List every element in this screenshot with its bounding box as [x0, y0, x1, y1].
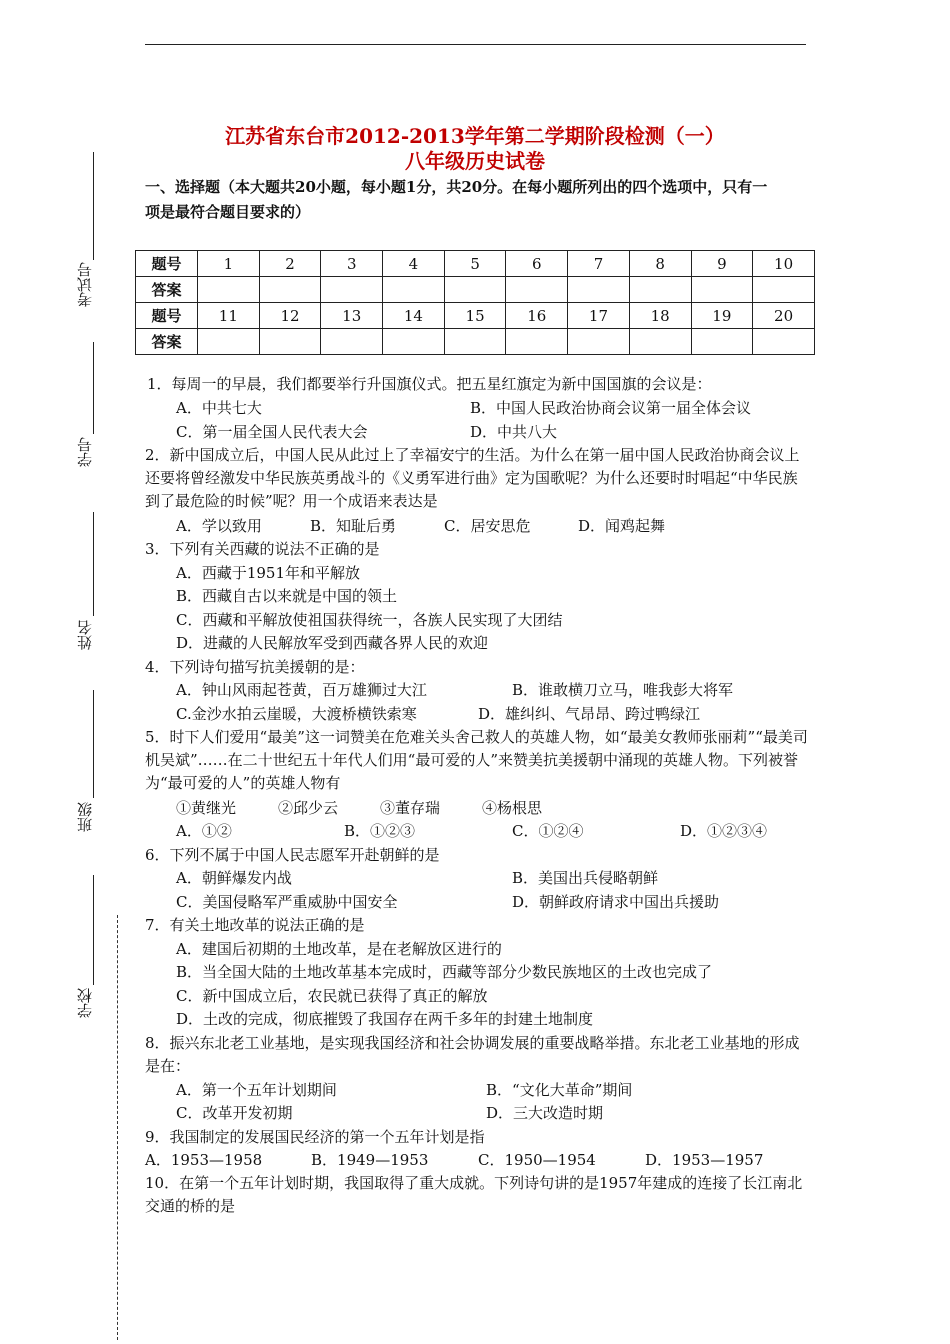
- question-7-option-a[interactable]: A．建国后初期的土地改革，是在老解放区进行的: [176, 940, 502, 958]
- table-cell-number: 14: [383, 303, 445, 329]
- answer-cell[interactable]: [506, 329, 568, 355]
- table-cell-number: 15: [444, 303, 506, 329]
- question-3-stem: 3．下列有关西藏的说法不正确的是: [145, 540, 380, 558]
- question-5-option-b[interactable]: B．①②③: [344, 822, 416, 840]
- question-6-option-c[interactable]: C．美国侵略军严重威胁中国安全: [176, 893, 398, 911]
- answer-cell[interactable]: [568, 277, 630, 303]
- question-10-stem: 10．在第一个五年计划时期，我国取得了重大成就。下列诗句讲的是1957年建成的连接了长江南北交通的桥的是: [145, 1174, 803, 1215]
- section-heading: [145, 175, 810, 225]
- sidebar-exam-no-line: [93, 152, 94, 260]
- table-cell-number: 8: [629, 251, 691, 277]
- question-3-option-b[interactable]: B．西藏自古以来就是中国的领土: [176, 587, 398, 605]
- answer-cell[interactable]: [506, 277, 568, 303]
- question-7-option-c[interactable]: C．新中国成立后，农民就已获得了真正的解放: [176, 987, 488, 1005]
- question-4-option-a[interactable]: A．钟山风雨起苍黄，百万雄狮过大江: [176, 681, 427, 699]
- question-5-option-c[interactable]: C．①②④: [512, 822, 584, 840]
- answer-cell[interactable]: [198, 329, 260, 355]
- section-heading-line2: 项是最符合题目要求的）: [145, 203, 311, 221]
- question-4-stem: 4．下列诗句描写抗美援朝的是：: [145, 658, 365, 676]
- question-6-option-a[interactable]: A．朝鲜爆发内战: [176, 869, 292, 887]
- question-2-stem: 2．新中国成立后，中国人民从此过上了幸福安宁的生活。为什么在第一届中国人民政治协商会议上还要将曾经激发中华民族英勇战斗的《义勇军进行曲》定为国歌呢？为什么还要时时唱起“中华民族到了最危险的时候”呢？用一个成语来表达是: [145, 446, 800, 510]
- sidebar-exam-no-label: 考试号: [76, 262, 94, 307]
- question-8-option-c[interactable]: C．改革开发初期: [176, 1104, 293, 1122]
- table-label-answer: 答案: [136, 329, 198, 355]
- table-cell-number: 7: [568, 251, 630, 277]
- answer-cell[interactable]: [383, 277, 445, 303]
- question-8-option-b[interactable]: B．“文化大革命”期间: [486, 1081, 633, 1099]
- table-cell-number: 11: [198, 303, 260, 329]
- answer-cell[interactable]: [259, 329, 321, 355]
- answer-cell[interactable]: [629, 277, 691, 303]
- table-label-answer: 答案: [136, 277, 198, 303]
- question-1-option-c[interactable]: C．第一届全国人民代表大会: [176, 423, 368, 441]
- answer-cell[interactable]: [691, 277, 753, 303]
- question-2-option-b[interactable]: B．知耻后勇: [310, 517, 397, 535]
- table-cell-number: 5: [444, 251, 506, 277]
- table-cell-number: 10: [753, 251, 815, 277]
- question-9-option-b[interactable]: B．1949—1953: [311, 1151, 429, 1169]
- answer-cell[interactable]: [753, 277, 815, 303]
- sidebar-school-label: 学校: [76, 988, 94, 1018]
- question-1-option-b[interactable]: B．中国人民政治协商会议第一届全体会议: [470, 399, 752, 417]
- answer-cell[interactable]: [321, 329, 383, 355]
- question-9-option-d[interactable]: D．1953—1957: [645, 1151, 764, 1169]
- top-rule: [145, 44, 806, 45]
- question-7-option-b[interactable]: B．当全国大陆的土地改革基本完成时，西藏等部分少数民族地区的土改也完成了: [176, 963, 713, 981]
- question-3-option-d[interactable]: D．进藏的人民解放军受到西藏各界人民的欢迎: [176, 634, 489, 652]
- question-2-option-a[interactable]: A．学以致用: [176, 517, 262, 535]
- question-5-stem: 5．时下人们爱用“最美”这一词赞美在危难关头舍己救人的英雄人物，如“最美女教师张丽莉”“最美司机吴斌”……在二十世纪五十年代人们用“最可爱的人”来赞美抗美援朝中涌现的英雄人物。下列被誉为“最可爱的人”的英雄人物有: [145, 728, 808, 792]
- sidebar-name-label: 姓名: [76, 620, 94, 650]
- table-cell-number: 2: [259, 251, 321, 277]
- table-cell-number: 4: [383, 251, 445, 277]
- table-row-numbers-2: [136, 303, 815, 329]
- section-heading-line1: 一、选择题（本大题共20小题，每小题1分，共20分。在每小题所列出的四个选项中，只有一: [145, 178, 768, 196]
- sidebar-name-line: [93, 512, 94, 616]
- question-5-item-3: ③董存瑞: [380, 799, 441, 817]
- exam-subtitle: 八年级历史试卷: [405, 149, 545, 173]
- table-cell-number: 20: [753, 303, 815, 329]
- question-2-option-c[interactable]: C．居安思危: [444, 517, 531, 535]
- question-8-option-d[interactable]: D．三大改造时期: [486, 1104, 604, 1122]
- answer-cell[interactable]: [629, 329, 691, 355]
- question-4-option-d[interactable]: D．雄纠纠、气昂昂、跨过鸭绿江: [478, 705, 701, 723]
- question-3-option-a[interactable]: A．西藏于1951年和平解放: [176, 564, 361, 582]
- table-cell-number: 3: [321, 251, 383, 277]
- question-8-stem: 8．振兴东北老工业基地，是实现我国经济和社会协调发展的重要战略举措。东北老工业基地的形成是在：: [145, 1034, 800, 1075]
- answer-table: [135, 250, 815, 355]
- sidebar-class-line: [93, 690, 94, 798]
- question-7-option-d[interactable]: D．土改的完成，彻底摧毁了我国存在两千多年的封建土地制度: [176, 1010, 594, 1028]
- answer-cell[interactable]: [444, 329, 506, 355]
- table-cell-number: 16: [506, 303, 568, 329]
- table-cell-number: 9: [691, 251, 753, 277]
- answer-cell[interactable]: [753, 329, 815, 355]
- question-5-option-d[interactable]: D．①②③④: [680, 822, 768, 840]
- table-cell-number: 17: [568, 303, 630, 329]
- question-6-option-d[interactable]: D．朝鲜政府请求中国出兵援助: [512, 893, 720, 911]
- sidebar-class-label: 班级: [76, 802, 94, 832]
- question-4-option-c[interactable]: C.金沙水拍云崖暖，大渡桥横铁索寒: [176, 705, 417, 723]
- answer-cell[interactable]: [259, 277, 321, 303]
- table-cell-number: 13: [321, 303, 383, 329]
- table-row-answers-1: [136, 277, 815, 303]
- question-6-stem: 6．下列不属于中国人民志愿军开赴朝鲜的是: [145, 846, 440, 864]
- question-1-stem: 1．每周一的早晨，我们都要举行升国旗仪式。把五星红旗定为新中国国旗的会议是：: [147, 375, 712, 393]
- sidebar-student-no-label: 学号: [76, 437, 94, 467]
- question-9-stem: 9．我国制定的发展国民经济的第一个五年计划是指: [145, 1128, 485, 1146]
- answer-cell[interactable]: [321, 277, 383, 303]
- table-label-number: 题号: [136, 251, 198, 277]
- question-4-option-b[interactable]: B．谁敢横刀立马，唯我彭大将军: [512, 681, 734, 699]
- binding-dashed-line: [117, 915, 118, 1340]
- answer-cell[interactable]: [568, 329, 630, 355]
- question-3-option-c[interactable]: C．西藏和平解放使祖国获得统一，各族人民实现了大团结: [176, 611, 563, 629]
- answer-cell[interactable]: [383, 329, 445, 355]
- answer-cell[interactable]: [198, 277, 260, 303]
- question-5-option-a[interactable]: A．①②: [176, 822, 232, 840]
- table-cell-number: 1: [198, 251, 260, 277]
- sidebar-student-no-line: [93, 342, 94, 434]
- question-6-option-b[interactable]: B．美国出兵侵略朝鲜: [512, 869, 659, 887]
- sidebar-school-line: [93, 875, 94, 985]
- question-5-item-2: ②邱少云: [278, 799, 339, 817]
- question-8-option-a[interactable]: A．第一个五年计划期间: [176, 1081, 337, 1099]
- table-row-answers-2: [136, 329, 815, 355]
- question-9-option-a[interactable]: A．1953—1958: [145, 1151, 263, 1169]
- question-1-option-a[interactable]: A．中共七大: [176, 399, 262, 417]
- table-label-number: 题号: [136, 303, 198, 329]
- answer-cell[interactable]: [691, 329, 753, 355]
- answer-cell[interactable]: [444, 277, 506, 303]
- question-2-option-d[interactable]: D．闻鸡起舞: [578, 517, 666, 535]
- table-row-numbers-1: [136, 251, 815, 277]
- question-5-item-4: ④杨根思: [482, 799, 543, 817]
- question-5-item-1: ①黄继光: [176, 799, 237, 817]
- table-cell-number: 12: [259, 303, 321, 329]
- question-9-option-c[interactable]: C．1950—1954: [478, 1151, 596, 1169]
- table-cell-number: 6: [506, 251, 568, 277]
- exam-title: 江苏省东台市2012-2013学年第二学期阶段检测（一）: [225, 124, 725, 148]
- table-cell-number: 18: [629, 303, 691, 329]
- question-7-stem: 7．有关土地改革的说法正确的是: [145, 916, 365, 934]
- table-cell-number: 19: [691, 303, 753, 329]
- question-1-option-d[interactable]: D．中共八大: [470, 423, 558, 441]
